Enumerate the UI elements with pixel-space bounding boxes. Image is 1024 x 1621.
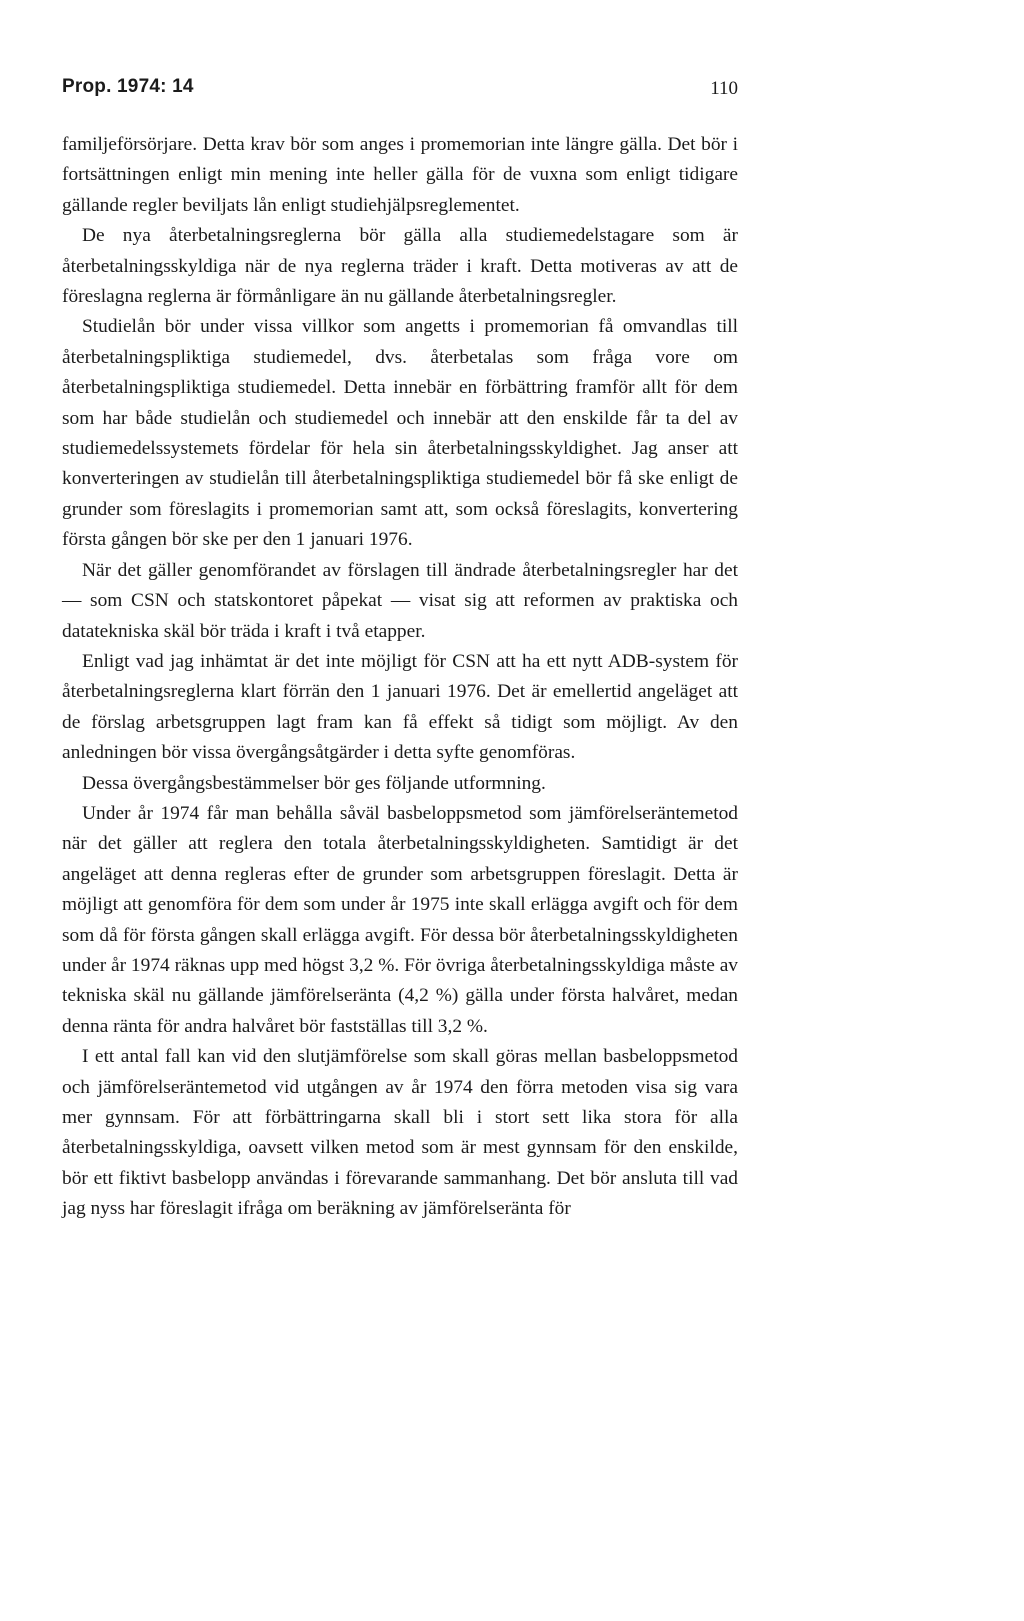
page-header — [62, 76, 738, 106]
running-title: Prop. 1974: 14 — [62, 76, 194, 97]
paragraph: Studielån bör under vissa villkor som angetts i promemorian få omvandlas till återbetalningspliktiga studiemedel, dvs. återbetalas som fråga vore om återbetalningspliktiga studiemedel. Detta innebär en förbättring framför allt för dem som har både studielån och studiemedel och innebär att den enskilde får ta del av studiemedelssystemets fördelar för hela sin återbetalningsskyldighet. Jag anser att konverteringen av studielån till återbetalningspliktiga studiemedel bör få ske enligt de grunder som föreslagits i promemorian samt att, som också föreslagits, konvertering första gången bör ske per den 1 januari 1976. — [62, 316, 738, 551]
paragraph: Enligt vad jag inhämtat är det inte möjligt för CSN att ha ett nytt ADB-system för återbetalningsreglerna klart förrän den 1 januari 1976. Det är emellertid angeläget att de förslag arbetsgruppen lagt fram kan få effekt så tidigt som möjligt. Av den anledningen bör vissa övergångsåtgärder i detta syfte genomföras. — [62, 650, 738, 764]
paragraph: I ett antal fall kan vid den slutjämförelse som skall göras mellan basbeloppsmetod och jämförelseräntemetod vid utgången av år 1974 den förra metoden visa sig vara mer gynnsam. För att förbättringarna skall bli i stort sett lika stora för alla återbetalningsskyldiga, oavsett vilken metod som är mest gynnsam för den enskilde, bör ett fiktivt basbelopp användas i förevarande sammanhang. Det bör ansluta till vad jag nyss har föreslagit ifråga om beräkning av jämförelseränta för — [62, 1046, 738, 1220]
paragraph: familjeförsörjare. Detta krav bör som anges i promemorian inte längre gälla. Det bör i fortsättningen enligt min mening inte heller gälla för de vuxna som enligt tidigare gällande regler beviljats lån enligt studiehjälpsreglementet. — [62, 134, 738, 216]
paragraph: Dessa övergångsbestämmelser bör ges följande utformning. — [82, 772, 546, 794]
document-body — [62, 130, 738, 1225]
page-number: 110 — [710, 78, 738, 99]
paragraph: Under år 1974 får man behålla såväl basbeloppsmetod som jämförelseräntemetod när det gäller att reglera den totala återbetalningsskyldigheten. Samtidigt är det angeläget att denna regleras efter de grunder som arbetsgruppen föreslagit. Detta är möjligt att genomföra för dem som under år 1975 inte skall erlägga avgift och för dem som då för första gången skall erlägga avgift. För dessa bör återbetalningsskyldigheten under år 1974 räknas upp med högst 3,2 %. För övriga återbetalningsskyldiga måste av tekniska skäl nu gällande jämförelseränta (4,2 %) gälla under första halvåret, medan denna ränta för andra halvåret bör fastställas till 3,2 %. — [62, 802, 738, 1037]
paragraph: De nya återbetalningsreglerna bör gälla alla studiemedelstagare som är återbetalningsskyldiga när de nya reglerna träder i kraft. Detta motiveras av att de föreslagna reglerna är förmånligare än nu gällande återbetalningsregler. — [62, 225, 738, 308]
paragraph: När det gäller genomförandet av förslagen till ändrade återbetalningsregler har det — som CSN och statskontoret påpekat — visat sig att reformen av praktiska och datatekniska skäl bör träda i kraft i två etapper. — [62, 559, 738, 642]
